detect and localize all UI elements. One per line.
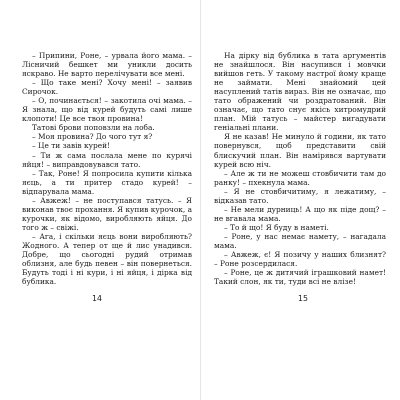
paragraph: – Роне, у нас немає намету, – нагадала мама. — [214, 231, 386, 250]
paragraph: Я не казав! Не минуло й години, як тато повернувся, щоб представити свій блискучий план. Він намірявся вартувати курей всю ніч. — [214, 132, 386, 169]
paragraph: – Не мели дурниць! А що як піде дощ? – не вгавала мама. — [214, 204, 386, 223]
paragraph: – Авжеж! – не поступався татусь. – Я виконав твоє прохання. Я купив курочок, а курочки, як відомо, виробляють яйця. До того ж – свіжі. — [22, 195, 192, 232]
paragraph: – О, починається! – закотила очі мама. – Я знала, що від курей будуть самі лише клопоти! Це все твоя провина! — [22, 96, 192, 124]
paragraph: – Це ти завів курей! — [32, 141, 111, 151]
right-page-text — [214, 51, 386, 291]
paragraph: – Припини, Роне, – урвала його мама. – Лісничий бешкет ми уникли досить яскраво. Не варто перелічувати все мені. — [22, 51, 192, 79]
paragraph: – Моя провина? До чого тут я? — [32, 132, 153, 142]
page-number: 15 — [298, 294, 308, 303]
paragraph: На дірку від бублика в тата аргументів не знайшлося. Він насупився і мовчки вийшов геть. У такому настрої йому краще не займати. Мені знайомий цей насуплений татів вираз. Він не означає, що тато ображений чи роздратований. Він означає, що тато снує якісь хитромудрий план. Мій татусь – майстер вигадувати геніальні плани. — [214, 51, 386, 133]
paragraph: Татові брови поповзли на лоба. — [32, 123, 155, 133]
paragraph: – Я не стовбичитиму, я лежатиму, – відказав тато. — [214, 186, 386, 205]
paragraph: – То й що! Я буду в наметі. — [224, 222, 329, 232]
paragraph: – Ти ж сама послала мене по курячі яйця! – виправдовувався тато. — [22, 150, 192, 169]
paragraph: – Ага, і скільки яєць вони виробляють? Жодного. А тепер от ще й лис унадився. Добре, що сьогодні рудий отримав облизня, але будь певен – він повернеться. Будуть тоді і ні кури, і ні яйця, і дірка від бублика. — [22, 231, 192, 287]
paragraph: – Так, Роне! Я попросила купити кілька яєць, а ти притер стадо курей! – відпарувала мама. — [22, 168, 192, 196]
right-page — [200, 0, 400, 400]
paragraph: – Але ж ти не можеш стовбичити там до ранку! – пхекнула мама. — [214, 168, 386, 187]
left-page-text — [22, 51, 192, 291]
page-number: 14 — [92, 294, 102, 303]
paragraph: – Роне, це ж дитячий іграшковий намет! Такий слон, як ти, туди всі не влізе! — [214, 268, 386, 287]
paragraph: – Авжеж, є! Я позичу у наших близнят? – Роне розсердилася. — [214, 250, 386, 269]
paragraph: – Що таке мені? Хочу мені! – заявив Сирочок. — [22, 78, 192, 97]
